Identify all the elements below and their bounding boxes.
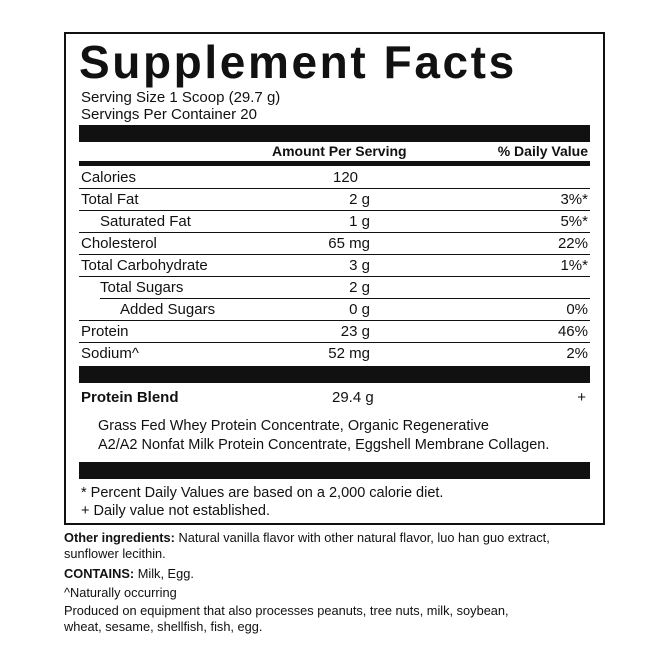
nutrient-name: Cholesterol: [81, 235, 157, 252]
nutrient-name: Total Fat: [81, 191, 139, 208]
thick-divider-bottom: [79, 462, 590, 479]
footnote-daily-value-not-established: + Daily value not established.: [81, 503, 271, 519]
nutrient-row-calories: [79, 167, 590, 189]
nutrient-name: Sodium^: [81, 345, 139, 362]
nutrient-amount: 2 g: [349, 191, 370, 208]
nutrient-amount: 0 g: [349, 301, 370, 318]
nutrient-daily-value: 3%*: [560, 191, 588, 208]
nutrient-name: Saturated Fat: [100, 213, 191, 230]
supplement-facts-panel: [64, 32, 605, 525]
nutrient-amount: 23 g: [340, 323, 370, 340]
nutrient-row-cholesterol: [79, 233, 590, 255]
protein-blend-daily-value: +: [577, 389, 586, 406]
contains-label: CONTAINS:: [64, 566, 135, 581]
panel-content: [79, 34, 590, 523]
nutrient-amount: 2 g: [349, 279, 370, 296]
protein-blend-name: Protein Blend: [81, 389, 179, 406]
medium-divider: [79, 161, 590, 166]
nutrient-row-total-sugars: [79, 277, 590, 299]
nutrient-amount: 52 mg: [328, 345, 370, 362]
nutrient-row-total-carbohydrate: [79, 255, 590, 277]
protein-blend-description-line-1: Grass Fed Whey Protein Concentrate, Organic Regenerative: [98, 418, 489, 434]
nutrient-daily-value: 22%: [557, 235, 588, 252]
nutrient-name: Total Carbohydrate: [81, 257, 208, 274]
amount-per-serving-header: Amount Per Serving: [272, 143, 407, 159]
nutrient-name: Total Sugars: [100, 279, 184, 296]
protein-blend-description-line-2: A2/A2 Nonfat Milk Protein Concentrate, Eggshell Membrane Collagen.: [98, 437, 550, 453]
serving-size: Serving Size 1 Scoop (29.7 g): [81, 89, 281, 106]
other-ingredients-line-1: [64, 530, 550, 546]
allergen-statement-line-1: Produced on equipment that also processes peanuts, tree nuts, milk, soybean,: [64, 603, 509, 618]
nutrient-name: Calories: [81, 169, 137, 186]
nutrient-name: Protein: [81, 323, 129, 340]
nutrient-row-total-fat: [79, 189, 590, 211]
contains-text: Milk, Egg.: [134, 566, 194, 581]
nutrient-daily-value: 5%*: [560, 213, 588, 230]
footnote-percent-daily-values: * Percent Daily Values are based on a 2,000 calorie diet.: [81, 485, 444, 501]
nutrient-amount: 65 mg: [328, 235, 370, 252]
thick-divider-top: [79, 125, 590, 142]
other-ingredients-text: Natural vanilla flavor with other natural flavor, luo han guo extract,: [174, 530, 550, 545]
nutrient-daily-value: 46%: [557, 323, 588, 340]
nutrient-name: Added Sugars: [120, 301, 216, 318]
allergen-statement-line-2: wheat, sesame, shellfish, fish, egg.: [64, 619, 263, 634]
nutrient-daily-value: 0%: [566, 301, 588, 318]
nutrient-amount: 120: [333, 169, 359, 186]
panel-title: Supplement Facts: [79, 36, 517, 88]
protein-blend-amount: 29.4 g: [332, 389, 374, 406]
contains-line: [64, 566, 194, 582]
daily-value-header: % Daily Value: [497, 143, 588, 159]
naturally-occurring-note: ^Naturally occurring: [64, 585, 177, 600]
other-ingredients-line-2: sunflower lecithin.: [64, 546, 166, 561]
nutrient-row-protein: [79, 321, 590, 343]
nutrient-amount: 1 g: [349, 213, 370, 230]
nutrient-amount: 3 g: [349, 257, 370, 274]
nutrient-daily-value: 1%*: [560, 257, 588, 274]
other-ingredients-label: Other ingredients:: [64, 530, 175, 545]
thick-divider-middle: [79, 366, 590, 383]
servings-per-container: Servings Per Container 20: [81, 106, 257, 123]
nutrient-row-sodium: [79, 343, 590, 365]
nutrient-row-saturated-fat: [79, 211, 590, 233]
nutrient-row-added-sugars: [79, 299, 590, 321]
nutrient-daily-value: 2%: [566, 345, 588, 362]
